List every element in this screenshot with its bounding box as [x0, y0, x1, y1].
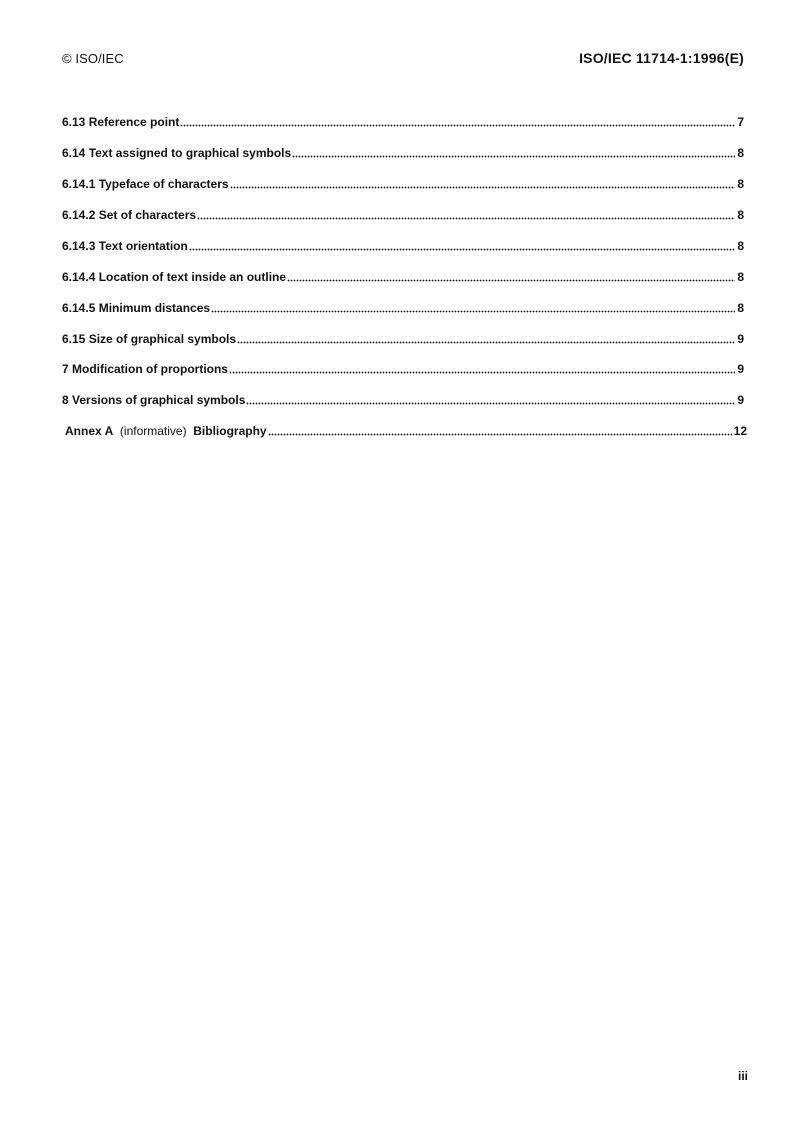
toc-entry-title: 6.14.5 Minimum distances: [62, 301, 211, 315]
toc-dot-leader: [287, 270, 735, 282]
toc-entry-page: 9: [737, 362, 744, 376]
toc-entry-page: 9: [737, 393, 744, 407]
toc-entry[interactable]: [62, 176, 744, 192]
toc-annex-label: Annex A: [65, 424, 114, 438]
toc-entry-title: 8 Versions of graphical symbols: [62, 393, 246, 407]
toc-dot-leader: [246, 393, 735, 405]
toc-entry[interactable]: [62, 238, 744, 254]
toc-entry-title: 7 Modification of proportions: [62, 362, 228, 376]
toc-entry[interactable]: [62, 269, 744, 285]
toc-dot-leader: [197, 208, 735, 220]
toc-annex-name: Bibliography: [193, 424, 267, 438]
toc-entry-page: 8: [737, 239, 744, 253]
toc-entry[interactable]: [62, 145, 744, 161]
toc-entry-title: 6.14.2 Set of characters: [62, 208, 197, 222]
toc-dot-leader: [268, 424, 732, 436]
toc-entry-page: 8: [737, 301, 744, 315]
toc-entry-title: 6.14.4 Location of text inside an outline: [62, 270, 287, 284]
toc-entry[interactable]: [62, 114, 744, 130]
toc-entry[interactable]: [62, 331, 744, 347]
toc-dot-leader: [180, 115, 735, 127]
header-standard-id: ISO/IEC 11714-1:1996(E): [579, 50, 744, 66]
toc-dot-leader: [189, 239, 736, 251]
toc-entry-page: 12: [733, 424, 747, 438]
toc-entry-page: 8: [737, 270, 744, 284]
toc-entry[interactable]: [62, 300, 744, 316]
toc-annex-title: [65, 423, 267, 439]
page-number: iii: [737, 1069, 748, 1083]
toc-entry-title: 6.14 Text assigned to graphical symbols: [62, 146, 292, 160]
toc-annex-qualifier: (informative): [119, 424, 187, 438]
toc-dot-leader: [292, 146, 735, 158]
toc-entry-page: 8: [737, 177, 744, 191]
toc-entry-page: 7: [737, 115, 744, 129]
toc-dot-leader: [237, 332, 735, 344]
toc-entry-title: 6.14.1 Typeface of characters: [62, 177, 229, 191]
toc-entry[interactable]: [62, 392, 744, 408]
toc-entry-title: 6.13 Reference point: [62, 115, 180, 129]
toc-entry-annex[interactable]: [65, 423, 747, 439]
header-copyright: © ISO/IEC: [62, 51, 124, 66]
toc-dot-leader: [211, 301, 735, 313]
toc-entry-title: 6.15 Size of graphical symbols: [62, 332, 237, 346]
toc-entry[interactable]: [62, 361, 744, 377]
toc-dot-leader: [230, 177, 736, 189]
toc-entry-page: 8: [737, 146, 744, 160]
toc-entry-page: 9: [737, 332, 744, 346]
toc-entry-page: 8: [737, 208, 744, 222]
toc-dot-leader: [229, 362, 735, 374]
toc-entry[interactable]: [62, 207, 744, 223]
toc-entry-title: 6.14.3 Text orientation: [62, 239, 188, 253]
